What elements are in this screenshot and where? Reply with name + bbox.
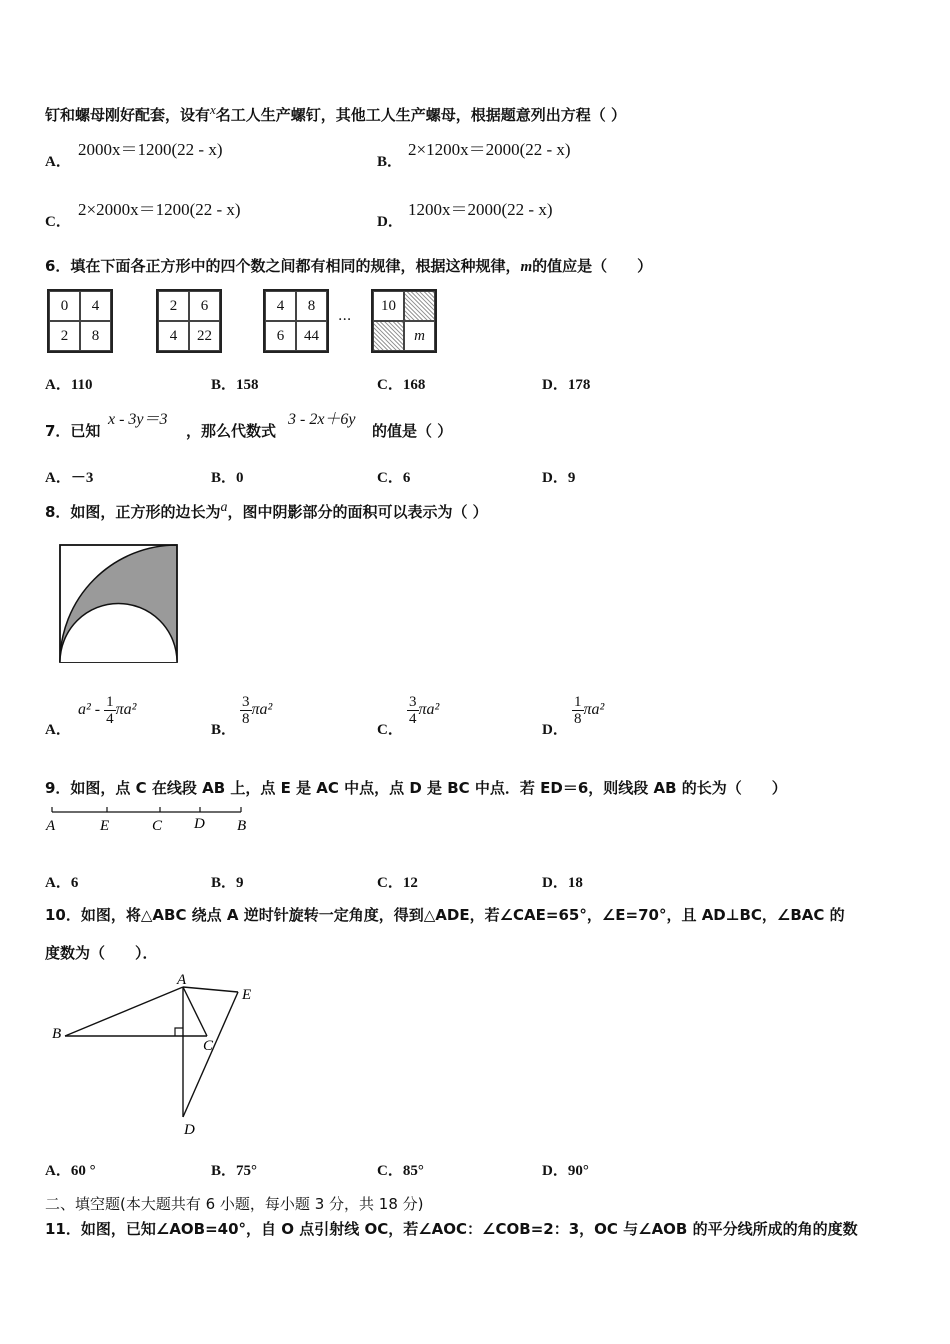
q9-point-c: C	[152, 818, 163, 834]
q9-option-d: D．18	[542, 875, 583, 891]
q10-option-c: C．85°	[377, 1163, 424, 1179]
q8-option-a-expr: a² - $\frac{1}{4}$ πa²	[78, 694, 137, 727]
q8-option-b-label: B．	[211, 722, 237, 738]
q10-point-b: B	[52, 1026, 62, 1042]
q6-square-4-m-cell: m	[404, 321, 435, 351]
q6-square-2	[156, 289, 222, 353]
q6-option-a: A．110	[45, 377, 93, 393]
q11-stem: 11．如图，已知∠AOB=40°，自 O 点引射线 OC，若∠AOC：∠COB=2：3，OC 与∠AOB 的平分线所成的角的度数	[45, 1220, 858, 1238]
q6-option-d: D．178	[542, 377, 591, 393]
q5-option-a-label: A．	[45, 154, 71, 170]
q9-option-a: A．6	[45, 875, 79, 891]
q6-square-3	[263, 289, 329, 353]
q6-square-3-cell: 4	[265, 291, 296, 321]
q10-side-de	[183, 992, 238, 1117]
q6-square-1-cell: 4	[80, 291, 111, 321]
q6-square-4-hatched-cell	[373, 321, 404, 351]
q7-expr-2: 3 - 2x＋6y	[288, 411, 356, 428]
q9-line-segment-figure	[40, 804, 255, 838]
q10-option-d: D．90°	[542, 1163, 589, 1179]
q7-option-c: C．6	[377, 470, 411, 486]
q6-square-1-cell: 0	[49, 291, 80, 321]
q9-point-b: B	[237, 818, 247, 834]
q5-option-d-expr: 1200x＝2000(22 - x)	[408, 200, 553, 219]
q6-square-2-cell: 22	[189, 321, 220, 351]
q10-stem-line-1: 10．如图，将△ABC 绕点 A 逆时针旋转一定角度，得到△ADE，若∠CAE=65°，∠E=70°，且 AD⊥BC，∠BAC 的	[45, 906, 845, 924]
q6-square-4-cell: 10	[373, 291, 404, 321]
q6-square-1-cell: 2	[49, 321, 80, 351]
q7-option-a: A．－3	[45, 470, 94, 486]
q8-option-b-expr: $\frac{3}{8}$ πa²	[242, 694, 273, 727]
q6-option-b: B．158	[211, 377, 259, 393]
q5-option-d-label: D．	[377, 214, 403, 230]
q10-right-angle-mark	[175, 1028, 183, 1036]
q10-point-a: A	[177, 972, 187, 988]
q8-figure	[58, 543, 182, 665]
q10-stem-line-2: 度数为（ ）．	[45, 944, 158, 962]
q9-stem: 9．如图，点 C 在线段 AB 上，点 E 是 AC 中点，点 D 是 BC 中点．若 ED＝6，则线段 AB 的长为（ ）	[45, 779, 787, 797]
q7-stem-b: ，那么代数式	[186, 422, 277, 440]
q10-option-b: B．75°	[211, 1163, 258, 1179]
q5-var: x	[210, 102, 216, 117]
q9-option-c: C．12	[377, 875, 418, 891]
q7-stem-a: 7．已知	[45, 422, 101, 440]
q7-option-d: D．9	[542, 470, 576, 486]
q5-option-c-expr: 2×2000x＝1200(22 - x)	[78, 200, 241, 219]
q10-point-c: C	[203, 1038, 214, 1054]
q10-side-ac	[183, 987, 207, 1036]
q10-point-d: D	[184, 1122, 195, 1138]
q7-stem-c: 的值是（ ）	[372, 422, 453, 440]
q6-option-c: C．168	[377, 377, 426, 393]
q6-square-1-cell: 8	[80, 321, 111, 351]
q7-option-b: B．0	[211, 470, 244, 486]
q5-option-b-expr: 2×1200x＝2000(22 - x)	[408, 140, 571, 159]
q5-option-a-expr: 2000x＝1200(22 - x)	[78, 140, 223, 159]
q5-stem: 钉和螺母刚好配套，设有x名工人生产螺钉，其他工人生产螺母，根据题意列出方程（ ）	[45, 102, 627, 124]
q5-option-c-label: C．	[45, 214, 71, 230]
q9-point-e: E	[100, 818, 110, 834]
q6-square-3-cell: 8	[296, 291, 327, 321]
q6-square-4-hatched-cell	[404, 291, 435, 321]
q10-option-a: A．60 °	[45, 1163, 96, 1179]
q5-option-b-label: B．	[377, 154, 403, 170]
q9-point-a: A	[46, 818, 56, 834]
q6-square-2-cell: 6	[189, 291, 220, 321]
q6-square-2-cell: 2	[158, 291, 189, 321]
q10-side-ab	[65, 987, 183, 1036]
q6-square-2-cell: 4	[158, 321, 189, 351]
q10-point-e: E	[242, 987, 252, 1003]
q8-option-d-label: D．	[542, 722, 568, 738]
q6-square-1	[47, 289, 113, 353]
q8-option-c-label: C．	[377, 722, 403, 738]
q8-option-c-expr: $\frac{3}{4}$ πa²	[409, 694, 440, 727]
q6-square-3-cell: 6	[265, 321, 296, 351]
q6-square-4	[371, 289, 437, 353]
q10-triangle-figure	[45, 970, 275, 1140]
q9-point-d: D	[194, 816, 205, 832]
q6-square-3-cell: 44	[296, 321, 327, 351]
section-2-title: 二、填空题(本大题共有 6 小题，每小题 3 分，共 18 分)	[45, 1195, 424, 1213]
q6-ellipsis: ···	[338, 312, 352, 328]
q8-stem: 8．如图，正方形的边长为a，图中阴影部分的面积可以表示为（ ）	[45, 500, 488, 521]
q9-option-b: B．9	[211, 875, 244, 891]
q7-expr-1: x - 3y＝3	[108, 411, 168, 428]
q8-option-d-expr: $\frac{1}{8}$ πa²	[574, 694, 605, 727]
q8-option-a-label: A．	[45, 722, 71, 738]
q6-stem: 6．填在下面各正方形中的四个数之间都有相同的规律，根据这种规律，m的值应是（ ）	[45, 257, 653, 275]
q10-side-ae	[183, 987, 238, 992]
